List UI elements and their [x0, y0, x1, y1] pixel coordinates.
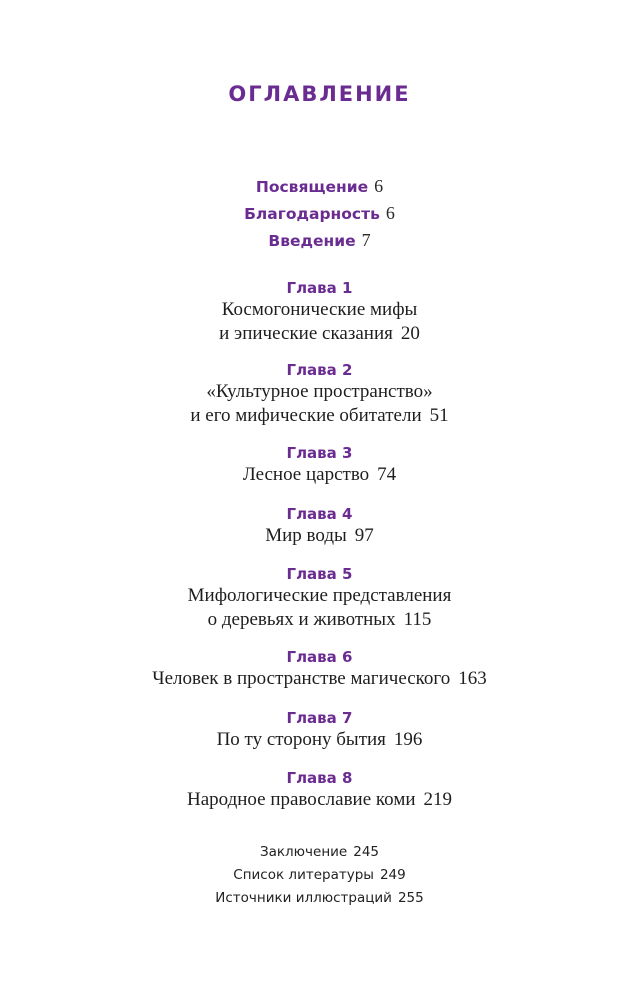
- chapter-title-text: и эпические сказания: [219, 323, 393, 344]
- entry-label: Источники иллюстраций: [215, 890, 392, 906]
- chapter-title-line: Мифологические представления: [187, 585, 452, 606]
- toc-entry-illustration-sources[interactable]: [0, 889, 639, 907]
- chapter-page: 74: [377, 464, 397, 485]
- chapter-title-text: Человек в пространстве магического: [152, 668, 451, 689]
- chapter-label: Глава 2: [286, 361, 353, 379]
- chapter-page: 219: [423, 789, 453, 810]
- entry-label: Введение: [268, 232, 356, 250]
- entry-page: 245: [353, 844, 380, 860]
- chapter-page: 51: [429, 405, 449, 426]
- chapter-title-line: Космогонические мифы: [221, 299, 418, 320]
- chapter-title-text: о деревьях и животных: [207, 609, 396, 630]
- chapter-title-line: [0, 404, 639, 428]
- entry-page: 249: [379, 867, 406, 883]
- chapter-label: Глава 4: [286, 505, 353, 523]
- chapter-title-text: Лесное царство: [242, 464, 370, 485]
- chapter-title-line: [0, 728, 639, 752]
- chapter-title-line: «Культурное пространство»: [206, 381, 433, 402]
- toc-chapter-3[interactable]: [0, 443, 639, 487]
- toc-chapter-8[interactable]: [0, 768, 639, 812]
- toc-chapter-1[interactable]: [0, 278, 639, 346]
- chapter-page: 163: [458, 668, 487, 689]
- toc-chapter-2[interactable]: [0, 360, 639, 428]
- chapter-label: Глава 6: [286, 648, 353, 666]
- chapter-title-text: По ту сторону бытия: [216, 729, 386, 750]
- chapter-page: 115: [403, 609, 432, 630]
- entry-page: 6: [385, 203, 395, 223]
- toc-entry-conclusion[interactable]: [0, 843, 639, 861]
- chapter-label: Глава 7: [286, 709, 353, 727]
- entry-label: Благодарность: [244, 205, 380, 223]
- chapter-title-line: [0, 667, 639, 691]
- chapter-page: 20: [400, 323, 420, 344]
- chapter-page: 97: [354, 525, 374, 546]
- toc-chapter-4[interactable]: [0, 504, 639, 548]
- chapter-title-line: [0, 463, 639, 487]
- chapter-label: Глава 1: [286, 279, 353, 297]
- chapter-title-text: и его мифические обитатели: [190, 405, 422, 426]
- chapter-label: Глава 3: [286, 444, 353, 462]
- toc-entry-bibliography[interactable]: [0, 866, 639, 884]
- entry-label: Заключение: [259, 844, 348, 860]
- toc-entry-introduction[interactable]: [0, 230, 639, 252]
- chapter-page: 196: [393, 729, 423, 750]
- chapter-title-text: Народное православие коми: [186, 789, 416, 810]
- entry-page: 255: [397, 890, 424, 906]
- chapter-label: Глава 5: [286, 565, 353, 583]
- toc-chapter-5[interactable]: [0, 564, 639, 632]
- toc-chapter-6[interactable]: [0, 647, 639, 691]
- chapter-title-line: [0, 608, 639, 632]
- chapter-title-line: [0, 322, 639, 346]
- toc-chapter-7[interactable]: [0, 708, 639, 752]
- toc-title: ОГЛАВЛЕНИЕ: [228, 82, 411, 106]
- toc-entry-dedication[interactable]: [0, 176, 639, 198]
- entry-page: 7: [361, 230, 371, 250]
- chapter-title-line: [0, 524, 639, 548]
- toc-entry-acknowledgements[interactable]: [0, 203, 639, 225]
- entry-label: Посвящение: [255, 178, 369, 196]
- entry-page: 6: [374, 176, 384, 196]
- chapter-label: Глава 8: [286, 769, 353, 787]
- entry-label: Список литературы: [233, 867, 374, 883]
- chapter-title-text: Мир воды: [265, 525, 347, 546]
- chapter-title-line: [0, 788, 639, 812]
